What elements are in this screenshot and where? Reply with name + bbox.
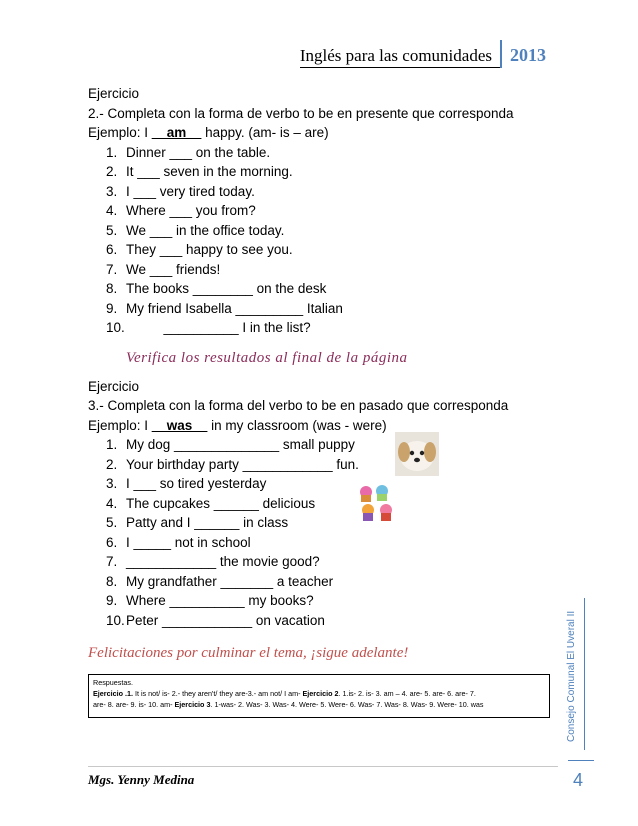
answers-line-1: [93, 688, 545, 699]
ex2-list: [88, 143, 558, 338]
item-text: My grandfather _______ a teacher: [126, 573, 334, 589]
item-number: 2.: [106, 456, 118, 472]
item-text: ____________ the movie good?: [126, 554, 320, 569]
item-number: 5.: [106, 515, 118, 530]
item-text: Where __________ my books?: [126, 593, 314, 608]
side-divider: [584, 598, 585, 750]
item-text: It ___ seven in the morning.: [126, 164, 293, 179]
example-answer: __was__: [151, 417, 208, 433]
header-year: 2013: [500, 40, 546, 68]
item-text: The books ________ on the desk: [126, 281, 327, 296]
item-number: 7.: [106, 554, 118, 569]
example-answer: __am__: [151, 125, 202, 140]
item-number: 6.: [106, 534, 118, 550]
item-text: They ___ happy to see you.: [126, 242, 293, 257]
item-number: 9.: [106, 300, 118, 316]
example-suffix: happy. (am- is – are): [201, 125, 329, 140]
answers-text: are- 8. are- 9. is- 10. am-: [93, 700, 175, 709]
ex3-heading: Ejercicio: [88, 378, 140, 394]
answers-label: Ejercicio .1.: [93, 689, 133, 698]
exercise-item: [88, 552, 558, 572]
item-text: Peter ____________ on vacation: [126, 612, 325, 628]
exercise-item: [88, 221, 558, 241]
answers-box: [88, 674, 550, 718]
item-text: We ___ friends!: [126, 261, 221, 277]
item-number: 5.: [106, 222, 118, 238]
exercise-item: [88, 572, 558, 592]
item-text: We ___ in the office today.: [126, 222, 285, 238]
ex3-instruction: 3.- Completa con la forma del verbo to be en pasado que corresponda: [88, 398, 509, 413]
item-text: __________ I in the list?: [126, 320, 311, 335]
answers-label: Ejercicio 3: [174, 700, 211, 709]
example-prefix: Ejemplo: I: [88, 125, 152, 140]
exercise-item: [88, 474, 558, 494]
item-number: 8.: [106, 573, 118, 589]
item-number: 10.: [106, 320, 125, 335]
page-header: [300, 40, 546, 68]
exercise-item: [88, 143, 558, 163]
item-number: 6.: [106, 242, 118, 257]
item-number: 7.: [106, 261, 118, 277]
item-number: 3.: [106, 183, 118, 199]
item-text: Your birthday party ____________ fun.: [126, 456, 359, 472]
item-text: Where ___ you from?: [126, 203, 256, 218]
exercise-item: [88, 494, 558, 514]
exercise-item: [88, 279, 558, 299]
content-area: [88, 84, 558, 630]
item-number: 9.: [106, 593, 118, 608]
exercise-item: [88, 455, 558, 475]
exercise-item: [88, 299, 558, 319]
item-number: 1.: [106, 144, 118, 160]
answers-text: . 1-was- 2. Was- 3. Was- 4. Were- 5. Were- 6. Was- 7. Was- 8. Was- 9. Were- 10. was: [210, 700, 484, 709]
item-text: Dinner ___ on the table.: [126, 144, 271, 160]
exercise-item: [88, 182, 558, 202]
item-text: I _____ not in school: [126, 534, 251, 550]
verify-note: Verifica los resultados al final de la página: [126, 349, 408, 366]
example-suffix: in my classroom (was - were): [207, 417, 387, 433]
item-text: Patty and I ______ in class: [126, 515, 289, 530]
item-number: 1.: [106, 437, 118, 452]
page-number: 4: [573, 770, 584, 790]
side-label: Consejo Comunal El Uveral II: [566, 610, 577, 742]
exercise-item: [88, 162, 558, 182]
item-text: The cupcakes ______ delicious: [126, 495, 316, 511]
answers-line-2: [93, 699, 545, 710]
ex2-example: [88, 123, 558, 143]
exercise-item: [88, 318, 558, 338]
answers-text: . 1.is- 2. is- 3. am – 4. are- 5. are- 6. are- 7.: [338, 689, 476, 698]
item-number: 10.: [106, 612, 125, 628]
puppy-image: [395, 432, 439, 476]
item-number: 3.: [106, 476, 118, 491]
item-number: 4.: [106, 495, 118, 511]
footer-author: Mgs. Yenny Medina: [88, 772, 195, 787]
answers-text: It is not/ is- 2.- they aren't/ they are-3.- am not/ I am-: [132, 689, 303, 698]
item-number: 4.: [106, 203, 118, 218]
ex2-heading: Ejercicio: [88, 86, 140, 101]
item-text: My dog ______________ small puppy: [126, 437, 355, 452]
item-number: 2.: [106, 164, 118, 179]
exercise-item: [88, 591, 558, 611]
exercise-item: [88, 260, 558, 280]
footer-rule: [88, 766, 558, 767]
item-text: My friend Isabella _________ Italian: [126, 300, 343, 316]
exercise-item: [88, 201, 558, 221]
exercise-item: [88, 611, 558, 631]
congrats-message: Felicitaciones por culminar el tema, ¡sigue adelante!: [88, 645, 409, 661]
item-text: I ___ so tired yesterday: [126, 476, 267, 491]
page-number-rule: [568, 760, 594, 761]
exercise-item: [88, 240, 558, 260]
ex3-example: [88, 416, 558, 436]
answers-label: Ejercicio 2: [302, 689, 339, 698]
ex2-instruction: 2.- Completa con la forma de verbo to be en presente que corresponda: [88, 105, 514, 121]
example-prefix: Ejemplo: I: [88, 417, 152, 433]
exercise-item: [88, 435, 558, 455]
ex3-list: [88, 435, 558, 630]
item-number: 8.: [106, 281, 118, 296]
cupcakes-image: [356, 484, 400, 524]
item-text: I ___ very tired today.: [126, 183, 255, 199]
exercise-item: [88, 513, 558, 533]
header-title: Inglés para las comunidades: [300, 40, 500, 68]
exercise-item: [88, 533, 558, 553]
answers-title: Respuestas.: [93, 678, 133, 687]
